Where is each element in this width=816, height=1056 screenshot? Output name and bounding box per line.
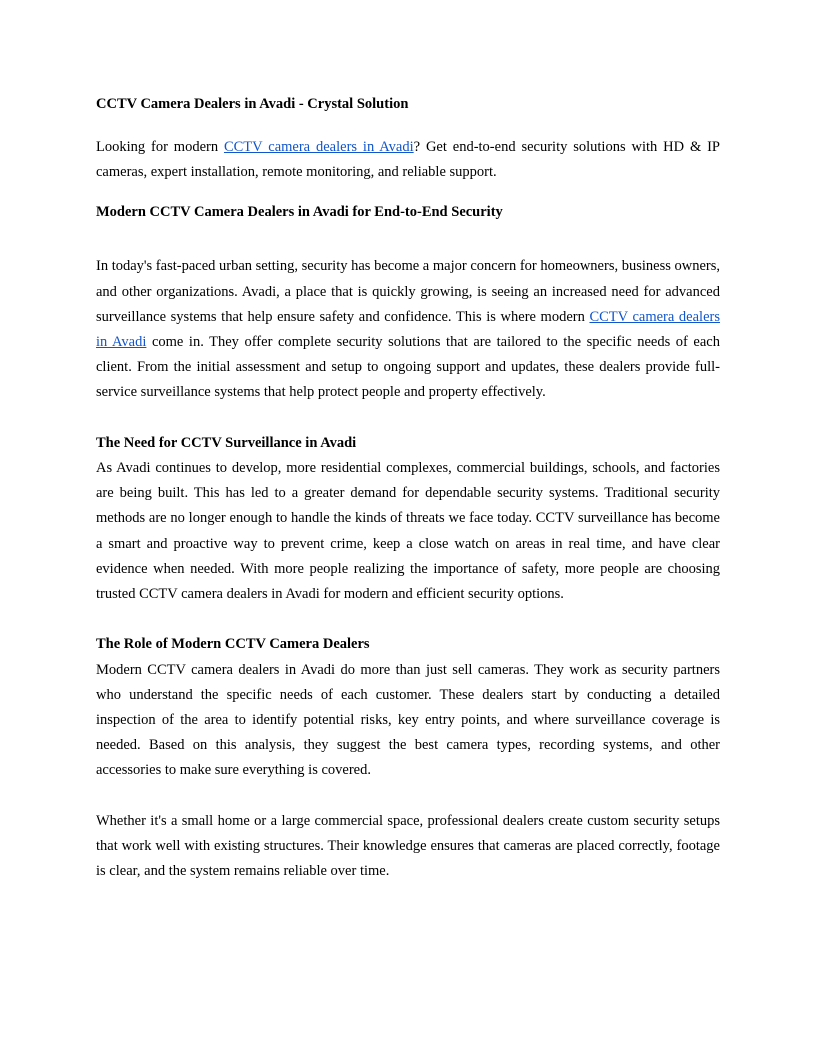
main-heading: Modern CCTV Camera Dealers in Avadi for End-to-End Security (96, 204, 503, 221)
intro-paragraph (96, 135, 720, 185)
overview-text-end: come in. They offer complete security solutions that are tailored to the specific needs of each client. From the initial assessment and setup to ongoing support and updates, these dealers provide full-service surveillance systems that help protect people and property effectively. (96, 334, 720, 401)
document-page (96, 94, 720, 884)
intro-dealers-link[interactable]: CCTV camera dealers in Avadi (223, 139, 414, 155)
intro-text-end: ? Get end-to-end security solutions with HD & IP cameras, expert installation, remote monitoring, and reliable support. (96, 139, 721, 181)
role-section-heading: The Role of Modern CCTV Camera Dealers (96, 636, 370, 653)
overview-paragraph (96, 254, 720, 405)
document-title: CCTV Camera Dealers in Avadi - Crystal Solution (96, 96, 409, 112)
overview-text-start: In today's fast-paced urban setting, security has become a major concern for homeowners, business owners, and other organizations. Avadi, a place that is quickly growing, is seeing an increased need for advanced surveillance systems that help ensure safety and confidence. This is where modern (96, 258, 720, 325)
intro-text-start: Looking for modern (96, 139, 224, 155)
need-section-heading: The Need for CCTV Surveillance in Avadi (96, 434, 357, 451)
need-section-paragraph: As Avadi continues to develop, more residential complexes, commercial buildings, schools, and factories are being built. This has led to a greater demand for dependable security systems. Traditional security methods are no longer enough to handle the kinds of threats we face today. CCTV surveillance has become a smart and proactive way to prevent crime, keep a close watch on areas in real time, and have clear evidence when needed. With more people realizing the importance of safety, more people are choosing trusted CCTV camera dealers in Avadi for modern and efficient security options. (96, 460, 720, 603)
overview-dealers-link[interactable]: CCTV camera dealers in Avadi (96, 308, 720, 351)
role-section-paragraph: Modern CCTV camera dealers in Avadi do more than just sell cameras. They work as security partners who understand the specific needs of each customer. These dealers start by conducting a detailed inspection of the area to identify potential risks, key entry points, and where surveillance coverage is needed. Based on this analysis, they suggest the best camera types, recording systems, and other accessories to make sure everything is covered. (96, 661, 720, 779)
role-section-paragraph-2: Whether it's a small home or a large commercial space, professional dealers create custom security setups that work well with existing structures. Their knowledge ensures that cameras are placed correctly, footage is clear, and the system remains reliable over time. (96, 812, 720, 880)
